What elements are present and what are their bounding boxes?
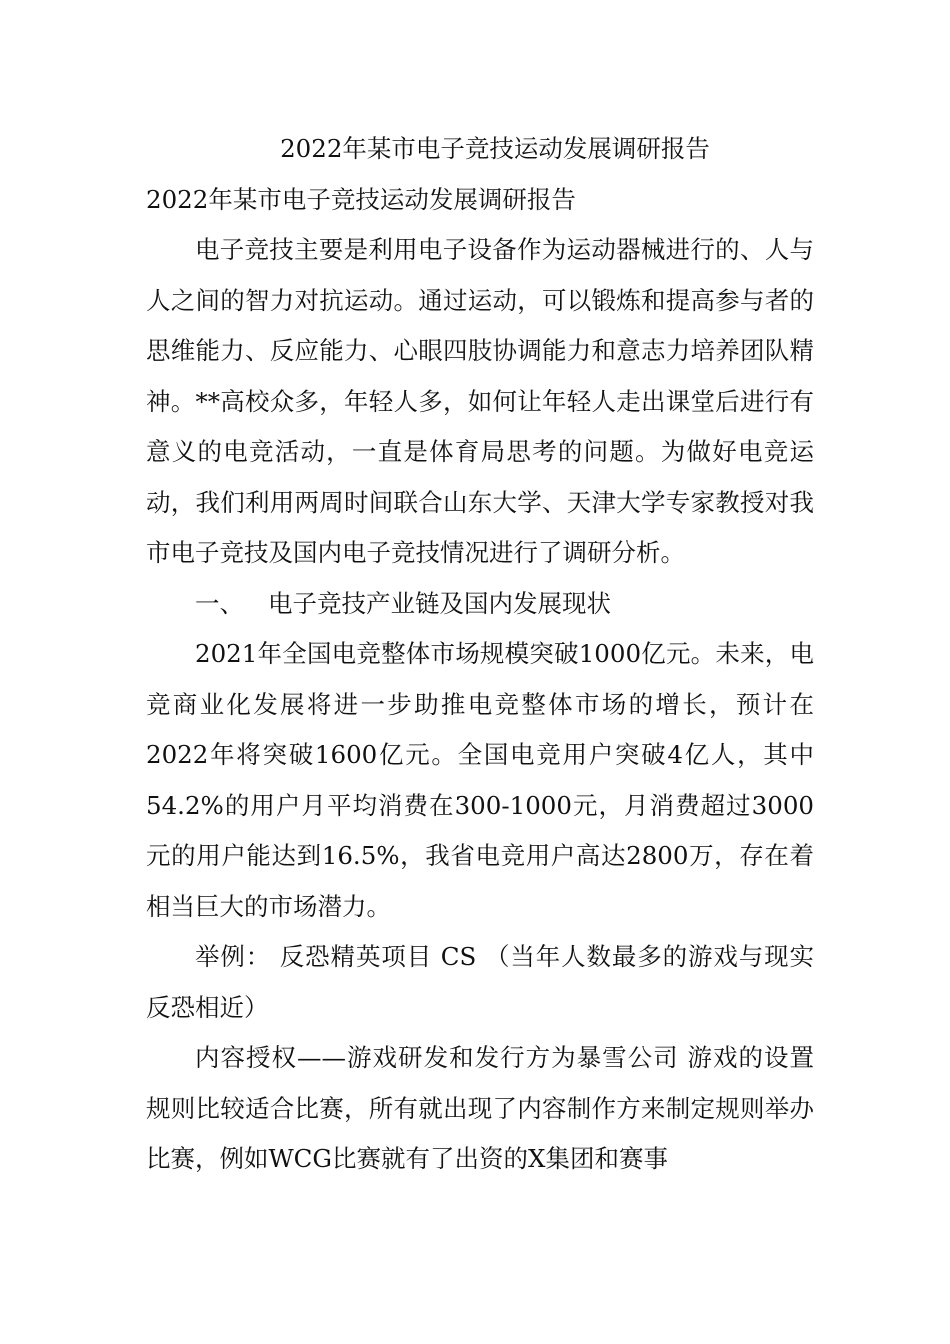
document-title: 2022年某市电子竞技运动发展调研报告: [280, 134, 710, 163]
section-heading-text: 电子竞技产业链及国内发展现状: [268, 588, 611, 618]
section-number: 一、: [195, 588, 244, 618]
example-paragraph: 举例： 反恐精英项目 CS （当年人数最多的游戏与现实反恐相近）: [146, 942, 814, 1022]
section-heading: [146, 579, 814, 630]
content-licensing-paragraph: 内容授权——游戏研发和发行方为暴雪公司 游戏的设置规则比较适合比赛，所有就出现了内容制作方来制定规则举办比赛，例如WCG比赛就有了出资的X集团和赛事: [146, 1043, 814, 1173]
intro-paragraph: 电子竞技主要是利用电子设备作为运动器械进行的、人与人之间的智力对抗运动。通过运动，可以锻炼和提高参与者的思维能力、反应能力、心眼四肢协调能力和意志力培养团队精神。**高校众多，年轻人多，如何让年轻人走出课堂后进行有意义的电竞活动，一直是体育局思考的问题。为做好电竞运动，我们利用两周时间联合山东大学、天津大学专家教授对我市电子竞技及国内电子竞技情况进行了调研分析。: [146, 235, 814, 567]
document-subtitle: 2022年某市电子竞技运动发展调研报告: [146, 184, 576, 214]
market-paragraph: 2021年全国电竞整体市场规模突破1000亿元。未来，电竞商业化发展将进一步助推电竞整体市场的增长，预计在2022年将突破1600亿元。全国电竞用户突破4亿人，其中54.2%的用户月平均消费在300-1000元，月消费超过3000元的用户能达到16.5%，我省电竞用户高达2800万，存在着相当巨大的市场潜力。: [146, 639, 814, 921]
document-body: [146, 124, 814, 1185]
